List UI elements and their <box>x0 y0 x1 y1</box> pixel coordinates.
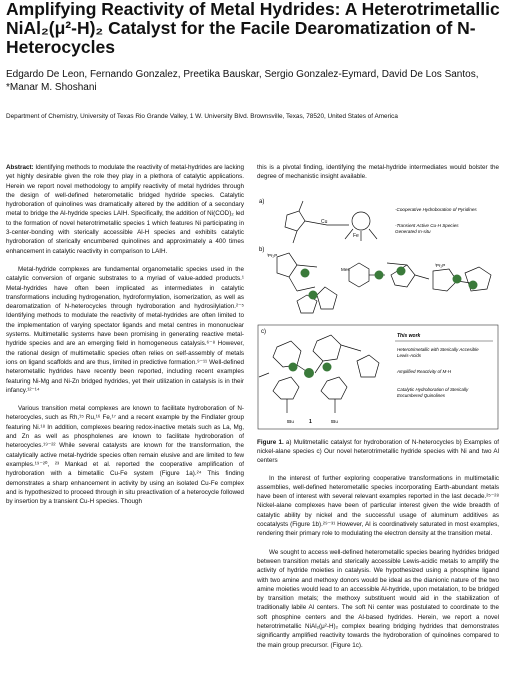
figure-1 <box>257 191 499 434</box>
panel-c-header: This work <box>397 332 421 339</box>
caption-label: Figure 1. <box>257 438 284 446</box>
figure-caption <box>257 438 499 465</box>
al-center-1 <box>289 362 298 371</box>
panel-c-note-3: Catalytic Hydroboration of Sterically Encumbered Quinolines <box>397 386 469 398</box>
al-atom-2 <box>397 266 406 275</box>
figure-1-graphic <box>257 191 499 434</box>
abstract-text: Identifying methods to modulate the reactivity of metal-hydrides are lacking yet highly desirable given the role they play in a plethora of catalytic applications. Herein we report novel methodology to amplify reactivity of metal hydrides through the design of well-defined heterometallic bridged hydride species. Catalytic hydroboration of quinolines was dramatically altered by the addition of a secondary metal to bridge the Al-hydride species LAIH. Specifically, the addition of Ni(COD)₂ led to the formation of novel heterotrimetallic species 1 which features Ni participating in 3-center-bonding with sterically accessible Al-H species and exhibits catalytic hydroboration of sterically encumbered quinolines and approximately a 400 times enhancement in catalytic reactivity in comparison to LAIH. <box>6 164 245 255</box>
affiliation: Department of Chemistry, University of Texas Rio Grande Valley, 1 W. University Blvd. Brownsville, Texas, 78520, United States of America <box>6 113 398 120</box>
panel-c-label: c) <box>261 328 266 335</box>
right-column <box>257 163 499 659</box>
body-paragraph-2: We sought to access well-defined heterometallic species bearing hydrides bridged between transition metals and sterically accessible Lewis-acidic metals to amplify the activity of hydride moieties in catalysis. We hypothesized using a phosphine ligand with two amine and methoxy donors would be ideal as the dianionic nature of the two amine moieties would lead to an accessible Al-hydride, upon metalation, to be bridged by transition metals; the methoxy substituent would aid in the stabilization of traditionally labile Al centers. The soft Ni center was postulated to coordinate to the soft phosphine centers and the Al-based hydrides. Herein, we report a novel heterotrimetallic NiAl₂(μ²-H)₂ complex bearing bridging hydrides that demonstrates significantly amplified reactivity towards the hydroboration of quinolines compared to the main group precursor. (Figure 1c). <box>257 548 499 649</box>
panel-a-note-2: -Transient Active Cu-H Species Generated In-situ <box>395 222 459 234</box>
abstract <box>6 163 244 256</box>
ni-atom-3 <box>453 274 462 283</box>
panel-c-note-1: Heterotrimetallic with Sterically Accesible Lewis-Acids <box>397 346 479 358</box>
tbu-label-1: tBu <box>287 418 294 424</box>
left-column <box>6 163 244 515</box>
author-list: Edgardo De Leon, Fernando Gonzalez, Preetika Bauskar, Sergio Gonzalez-Eymard, David De Los Santos, *Manar M. Shoshani <box>6 69 479 93</box>
intro-paragraph-1: Metal-hydride complexes are fundamental organometallic species used in the catalytic conversion of organic substrates to a myriad of value-added products.¹ Metal-hydrides have often been implicated as intermediates in catalytic transformations including hydrogenation, hydroformylation, isomerization, as well as dearomatization of N-heterocycles through hydroboration and hydrosilylation.²⁻⁵ Identifying methods to modulate the reactivity of metal-hydrides are often limited to the implementation of varying spectator ligands and metal centres in mononuclear systems. Multimetallic systems have been promising in generating reactive metal-hydride species and are an emerging field in homogeneous catalysis.⁶⁻⁸ However, the rational design of multimetallic species often relies on self-assembly of metals ions on ligand scaffolds and are thus, limited in predictive formation.⁹⁻¹¹ Well-defined heterometallic hydrides have recently been reported, including recent examples featuring Ni-Mg and Ni-Zn bridged hydrides, yet their utilization in catalysis is in their infancy.¹²⁻¹⁴ <box>6 265 244 394</box>
ligand-label-2: Mes <box>341 266 350 272</box>
paper-title: Amplifying Reactivity of Metal Hydrides: A Heterotrimetallic NiAl₂(μ²-H)₂ Catalyst for the Facile Dearomatization of N-Heterocycles <box>6 0 500 57</box>
panel-a-note-1: -Cooperative Hydroboration of Pyridines <box>395 206 477 212</box>
panel-c-frame <box>258 325 498 429</box>
abstract-label: Abstract: <box>6 164 34 171</box>
compound-number: 1 <box>309 418 312 425</box>
ligand-label-3: ⁱPr₂P <box>435 262 446 268</box>
ni-atom-2 <box>375 270 384 279</box>
nial2-complex-structure <box>259 335 379 413</box>
continued-paragraph: this is a pivotal finding, identifying the metal-hydride intermediates would bolster the degree of mechanistic insight available. <box>257 164 499 181</box>
cu-fe-complex-structure <box>285 201 377 243</box>
fe-label: Fe <box>353 232 359 239</box>
cu-label: Cu <box>321 218 328 225</box>
ni-center <box>304 368 314 378</box>
tbu-label-2: tBu <box>331 418 338 424</box>
intro-paragraph-2: Various transition metal complexes are known to facilitate hydroboration of N-heterocycles, such as Rh,¹⁵ Ru,¹⁶ Fe,¹⁷ and a recent example by the Findlater group featuring Ni.¹⁸ In addition, complexes bearing redox-inactive metals such as La, Mg, and Zn as well as phospholenes are known to facilitate hydroboration of heterocycles.¹⁹⁻²² While several catalysts are known for the transformation, the catalytically active metal-hydride species often remain elusive and are limited to few examples.¹⁹⁻²⁰, ²³ Mankad et al. reported the cooperative amplification of hydroboration with a bimetallic Cu-Fe system (Figure 1a).²⁴ This finding demonstrates a sharp enhancement in activity by using an isolated Cu-Fe complex and is hypothesized to proceed through in situ preactivation of a heterocycle followed by insertion by a transient Cu-H species. Though <box>6 405 244 506</box>
caption-text: a) Mulitmetallic catalyst for hydroboration of N-heterocycles b) Examples of nickel-alane species c) Our novel heterotrimetallic hydride species with Ni and two Al centers <box>257 438 499 464</box>
ni-atom-1 <box>301 268 310 277</box>
al-atom-1 <box>309 290 318 299</box>
body-paragraph-1: In the interest of further exploring cooperative transformations in multimetallic assemblies, well-defined heterometallic species incorporating Earth-abundant metals have been of interest with several relevant examples reported in the last decade.²⁵⁻²⁸ Nickel-alane complexes have been of particular interest given the wide breadth of catalytic ability by nickel and the successful usage of aluminum additives as cocatalysts (Figure 1b).²⁹⁻³¹ However, Al is coordinatively saturated in most examples, rendering their primary role to modulating the electron density at the transition metal. <box>257 474 499 538</box>
panel-a-label: a) <box>259 198 265 205</box>
panel-b-label: b) <box>259 246 265 253</box>
al-center-2 <box>323 362 332 371</box>
panel-c-note-2: Amplified Reactivity of M-H <box>397 368 452 374</box>
al-atom-3 <box>469 280 478 289</box>
ligand-label-1: ⁱPr₂P <box>267 252 278 258</box>
